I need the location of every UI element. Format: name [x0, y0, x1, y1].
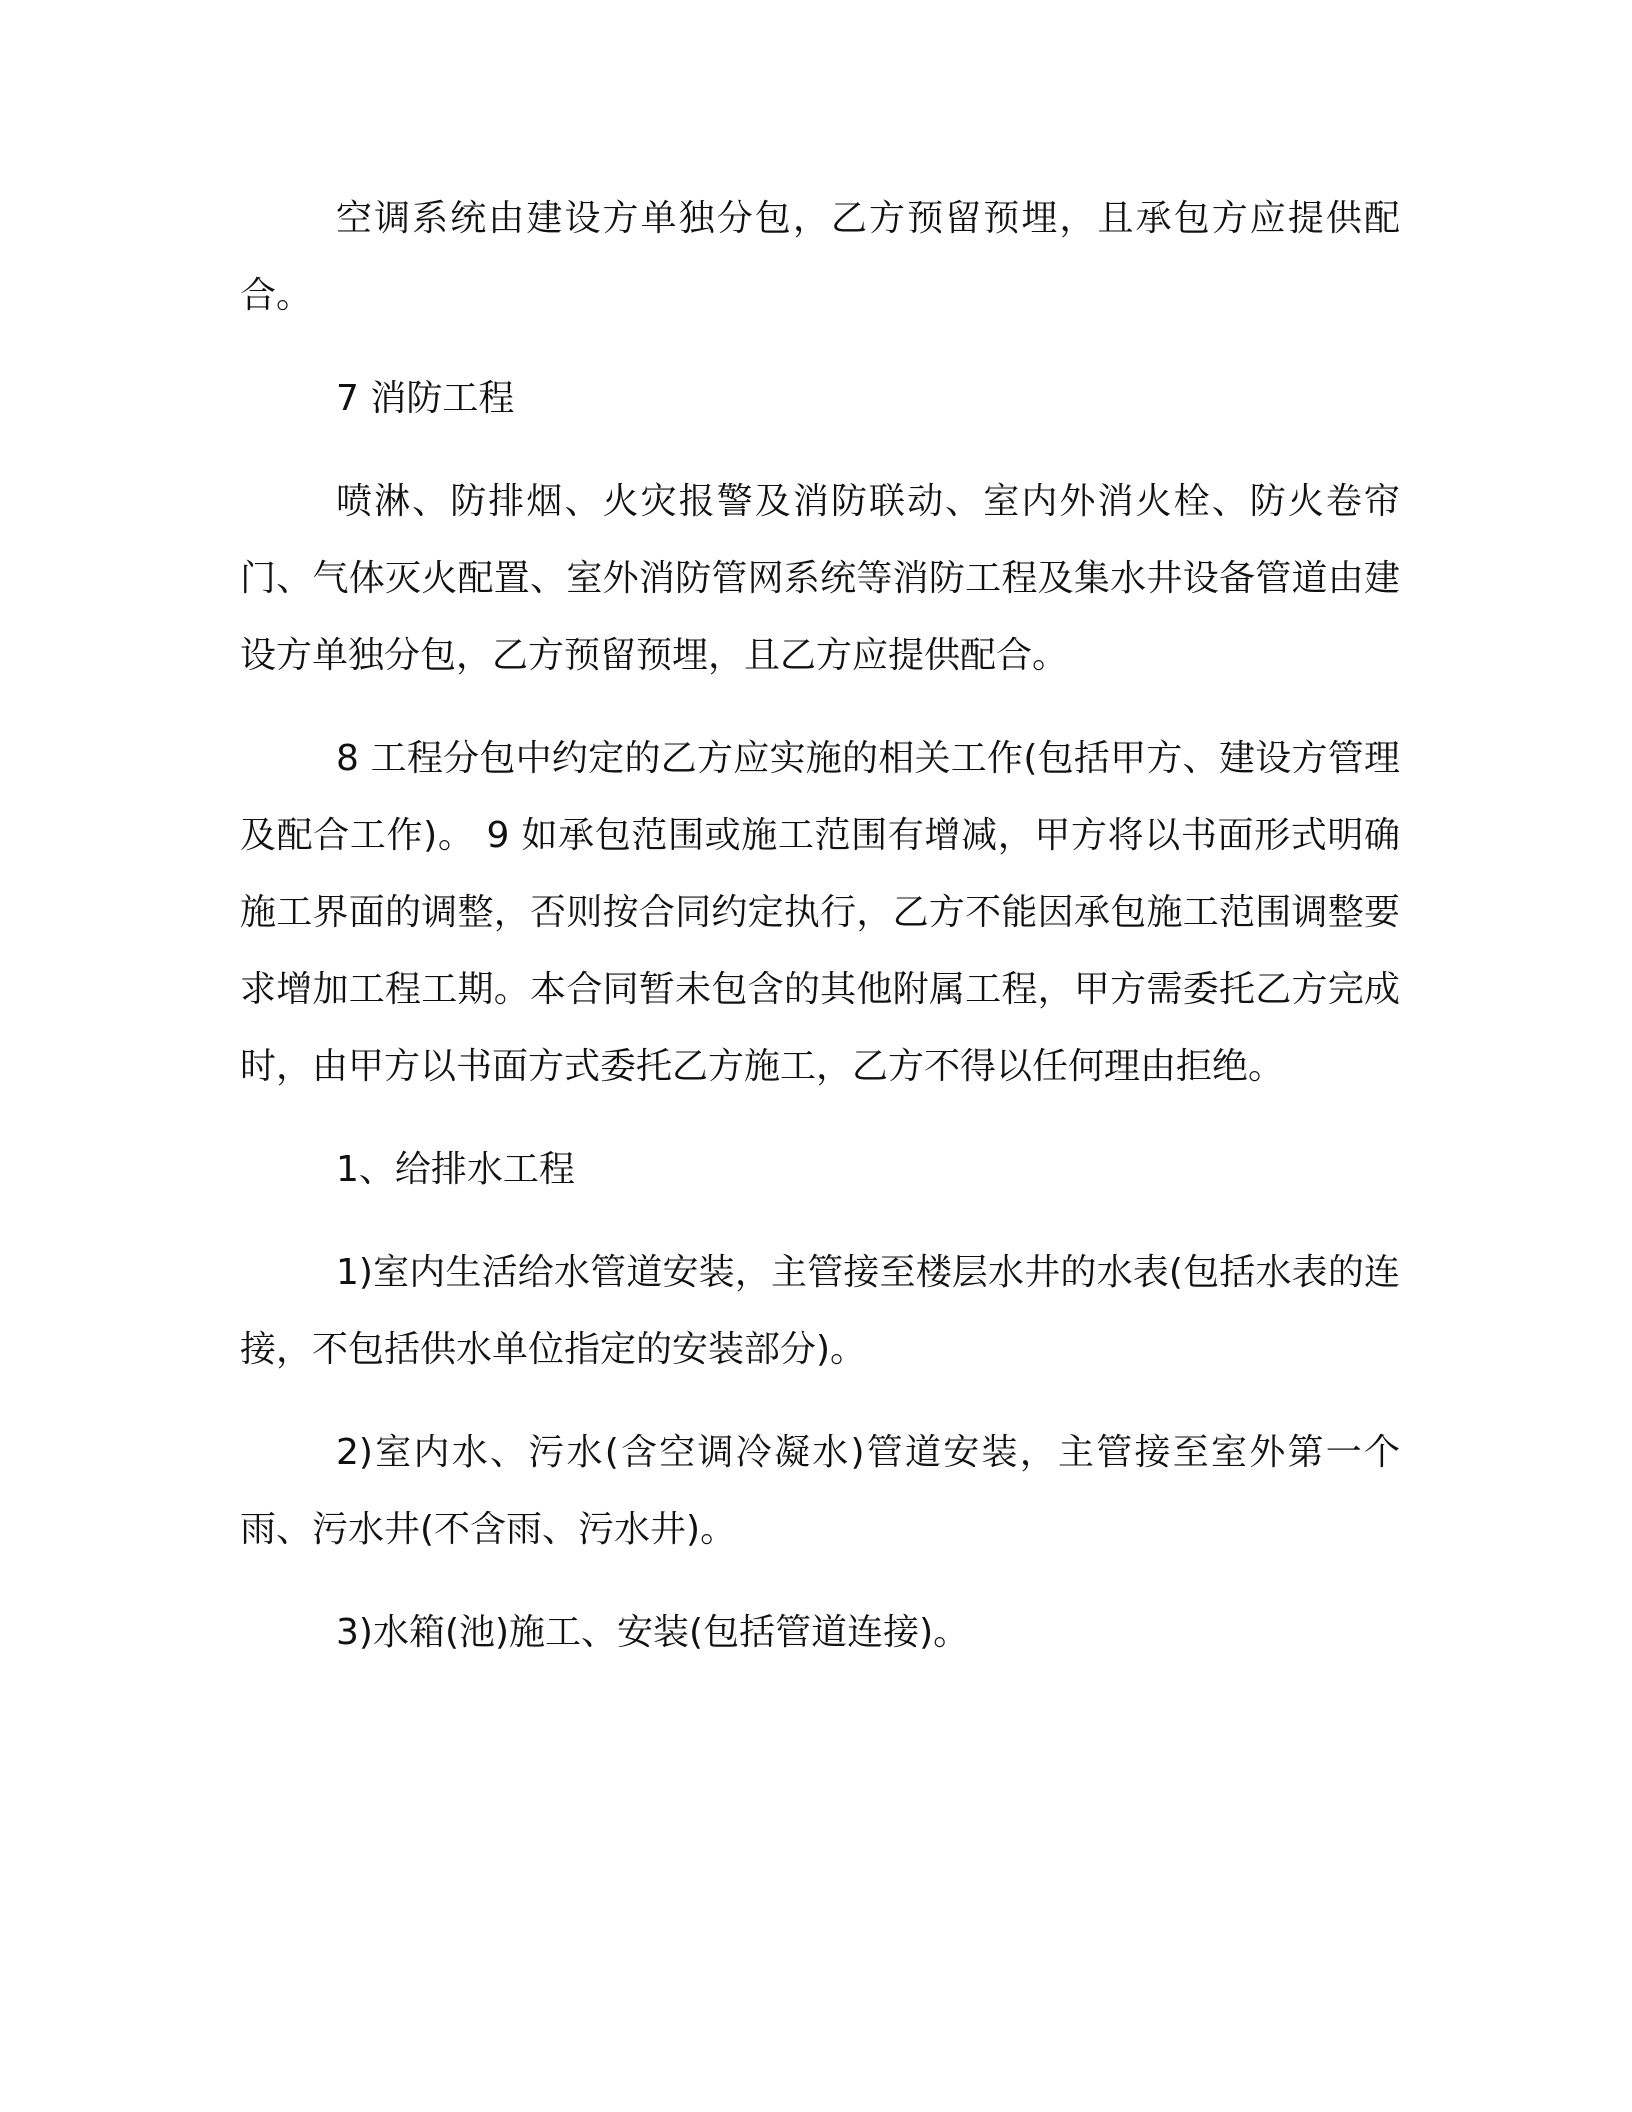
- paragraph-air-conditioning: 空调系统由建设方单独分包，乙方预留预埋，且承包方应提供配合。: [240, 198, 1400, 316]
- paragraph-fire-protection: 喷淋、防排烟、火灾报警及消防联动、室内外消火栓、防火卷帘门、气体灭火配置、室外消防管网系统等消防工程及集水井设备管道由建设方单独分包，乙方预留预埋，且乙方应提供配合。: [240, 481, 1400, 676]
- paragraph-item-1: 1)室内生活给水管道安装，主管接至楼层水井的水表(包括水表的连接，不包括供水单位指定的安装部分)。: [240, 1252, 1400, 1370]
- heading-fire-protection: 7 消防工程: [336, 378, 515, 419]
- paragraph-item-2: 2)室内水、污水(含空调冷凝水)管道安装，主管接至室外第一个雨、污水井(不含雨、污水井)。: [240, 1432, 1400, 1550]
- document-page: [240, 180, 1400, 1697]
- paragraph-subcontract-scope: 8 工程分包中约定的乙方应实施的相关工作(包括甲方、建设方管理及配合工作)。 9 如承包范围或施工范围有增减，甲方将以书面形式明确施工界面的调整，否则按合同约定执行，乙方不能因承包施工范围调整要求增加工程工期。本合同暂未包含的其他附属工程，甲方需委托乙方完成时，由甲方以书面方式委托乙方施工，乙方不得以任何理由拒绝。: [240, 738, 1400, 1087]
- heading-water-supply-drainage: 1、给排水工程: [336, 1149, 575, 1190]
- paragraph-item-3: 3)水箱(池)施工、安装(包括管道连接)。: [336, 1612, 970, 1653]
